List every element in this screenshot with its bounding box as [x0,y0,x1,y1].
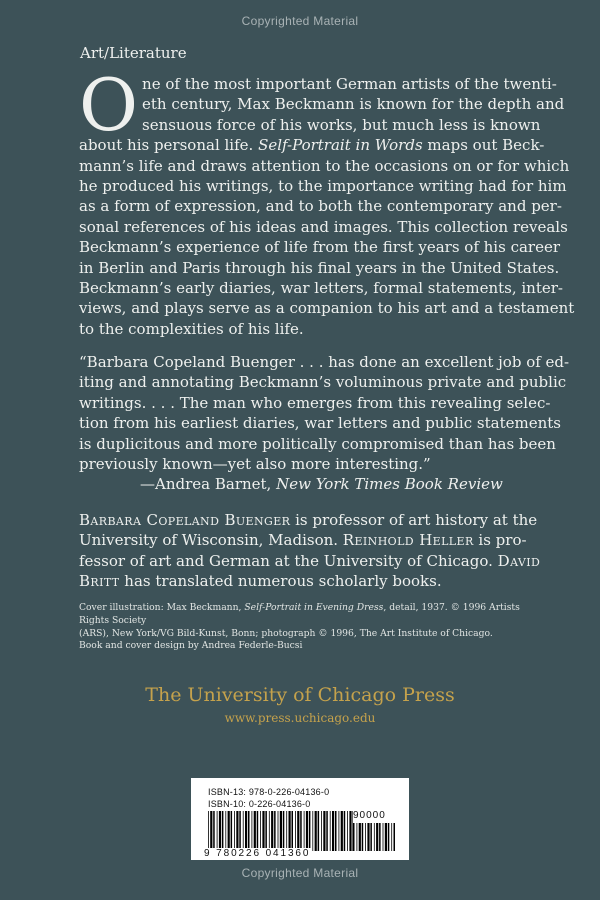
attribution-source: New York Times Book Review [276,475,503,494]
barcode-bar [283,811,285,851]
barcode-bar [274,811,276,851]
barcode-bar [239,811,241,851]
attribution-name: —Andrea Barnet, [140,475,277,494]
blurb-line: he produced his writings, to the importance writing had for him [79,177,567,196]
barcode-bar [222,811,224,851]
blurb-line: Beckmann’s experience of life from the first years of his career [79,238,561,257]
barcode-bar [326,811,328,851]
barcode-bar [292,811,294,851]
quote-line: previously known—yet also more interesting.” [79,455,431,474]
credit-text: , detail, 1937. © 1996 Artists Rights Society [79,602,520,626]
isbn-10: ISBN-10: 0-226-04136-0 [208,799,311,809]
review-quote [79,352,570,495]
barcode-bar [286,811,287,851]
barcode-bar [349,811,351,851]
barcode-bar [243,811,244,851]
blurb-line: in Berlin and Paris through his final years in the United States. [79,258,560,277]
barcode-bar [213,811,215,851]
author-name: Barbara Copeland Buenger [79,511,291,529]
barcode-bar [339,811,340,851]
barcode-bar [383,823,384,851]
barcode-bar [379,823,381,851]
barcode-bar [367,823,369,851]
cover-credit [79,602,549,640]
bio-text: is pro- [473,531,527,550]
blurb-line: ne of the most important German artists of the twenti- [142,75,557,93]
barcode-bar [321,811,322,851]
barcode-bar [374,823,375,851]
barcode-bar [297,811,299,851]
barcode-bar [219,811,221,851]
barcode-bar [347,811,348,851]
isbn-13: ISBN-13: 978-0-226-04136-0 [208,787,330,797]
book-title: Self-Portrait in Words [258,136,423,155]
barcode-bar [304,811,305,851]
barcode-bar [295,811,296,851]
barcode-bar [309,811,311,851]
barcode-bar [362,823,364,851]
barcode-bar [300,811,302,851]
barcode-bar [228,811,230,851]
barcode-bar [217,811,218,851]
barcode-bar [236,811,238,851]
barcode-bar [312,811,313,851]
blurb-line: views, and plays serve as a companion to his art and a testament [79,299,575,318]
barcode-bar [318,811,320,851]
barcode-bar [231,811,233,851]
editor-name: Reinhold Heller [342,531,474,550]
barcode-bar [269,811,270,851]
barcode-bar [388,823,390,851]
blurb-line: Beckmann’s early diaries, war letters, formal statements, inter- [79,279,563,298]
bio-line [79,510,539,530]
publisher-url: www.press.uchicago.edu [224,711,376,725]
barcode-bar [394,823,396,851]
barcode-bar [391,823,392,851]
barcode-bar [359,823,361,851]
barcode-bar [330,811,331,851]
barcode-bar [323,811,325,851]
barcode-bar [245,811,247,851]
barcode-bar [262,811,264,851]
barcode-bar [376,823,378,851]
barcode-bar [225,811,226,851]
barcode-bar [248,811,250,851]
barcode-panel [191,778,409,860]
price-addon-barcode [353,823,395,851]
barcode-bar [353,823,355,851]
barcode-bar [271,811,273,851]
quote-attribution [79,474,539,494]
design-credit: Book and cover design by Andrea Federle-Bucsi [79,640,303,651]
drop-cap: O [79,63,139,147]
barcode-bar [344,811,346,851]
bio-text: fessor of art and German at the University of Chicago. [79,551,498,570]
barcode-digits: 9 780226 041360 [204,848,311,859]
barcode-bar [280,811,282,851]
barcode-bar [257,811,259,851]
price-addon-digits: 90000 [353,810,386,821]
translator-name-first: David [497,551,541,570]
barcode-bar [370,823,372,851]
barcode-bar [306,811,308,851]
bio-line [79,530,539,550]
blurb-line-italic-title [79,135,545,155]
barcode-bar [210,811,212,851]
quote-line: writings. . . . The man who emerges from this revealing selec- [79,393,551,412]
credit-line [79,602,549,628]
barcode-bar [357,823,358,851]
quote-line: iting and annotating Beckmann’s voluminous private and public [79,373,567,392]
barcode-bar [332,811,334,851]
blurb-line: to the complexities of his life. [79,319,304,338]
bio-text: University of Wisconsin, Madison. [79,531,343,550]
blurb-line: eth century, Max Beckmann is known for the depth and [142,95,565,114]
blurb-line: as a form of expression, and to both the contemporary and per- [79,197,562,216]
bio-line [79,551,539,571]
credit-artwork-title: Self-Portrait in Evening Dress [244,602,384,613]
credit-text: Cover illustration: Max Beckmann, [79,602,245,613]
barcode-bar [208,811,209,851]
bio-text: has translated numerous scholarly books. [119,572,442,591]
category-label: Art/Literature [80,44,187,62]
barcode-bar [315,811,317,851]
credit-line: (ARS), New York/VG Bild-Kunst, Bonn; photograph © 1996, The Art Institute of Chicago. [79,627,493,639]
barcode-bar [278,811,279,851]
barcode-bar [260,811,261,851]
quote-line: “Barbara Copeland Buenger . . . has done an excellent job of ed- [79,353,570,371]
blurb-text: about his personal life. Self-Portrait in Words maps out Beck- [79,136,545,155]
ean-barcode [208,811,353,851]
blurb-line: sonal references of his ideas and images. This collection reveals [79,217,568,236]
blurb-line: mann’s life and draws attention to the occasions on or for which [79,156,570,175]
quote-line: is duplicitous and more politically compromised than has been [79,434,556,453]
barcode-bar [265,811,267,851]
watermark-top: Copyrighted Material [241,14,359,28]
bio-text: is professor of art history at the [290,511,538,529]
barcode-bar [252,811,253,851]
bio-line [79,571,539,591]
barcode-bar [341,811,343,851]
watermark-bottom: Copyrighted Material [241,866,359,880]
barcode-bar [289,811,291,851]
barcode-bar [335,811,337,851]
author-bio [79,510,539,592]
barcode-bar [254,811,256,851]
blurb-line: sensuous force of his works, but much less is known [142,115,541,134]
blurb [79,63,575,339]
quote-line: tion from his earliest diaries, war letters and public statements [79,414,561,433]
translator-name-last: Britt [79,572,120,591]
barcode-bar [385,823,387,851]
barcode-bar [234,811,235,851]
barcode-bar [365,823,366,851]
publisher-name: The University of Chicago Press [145,684,455,706]
